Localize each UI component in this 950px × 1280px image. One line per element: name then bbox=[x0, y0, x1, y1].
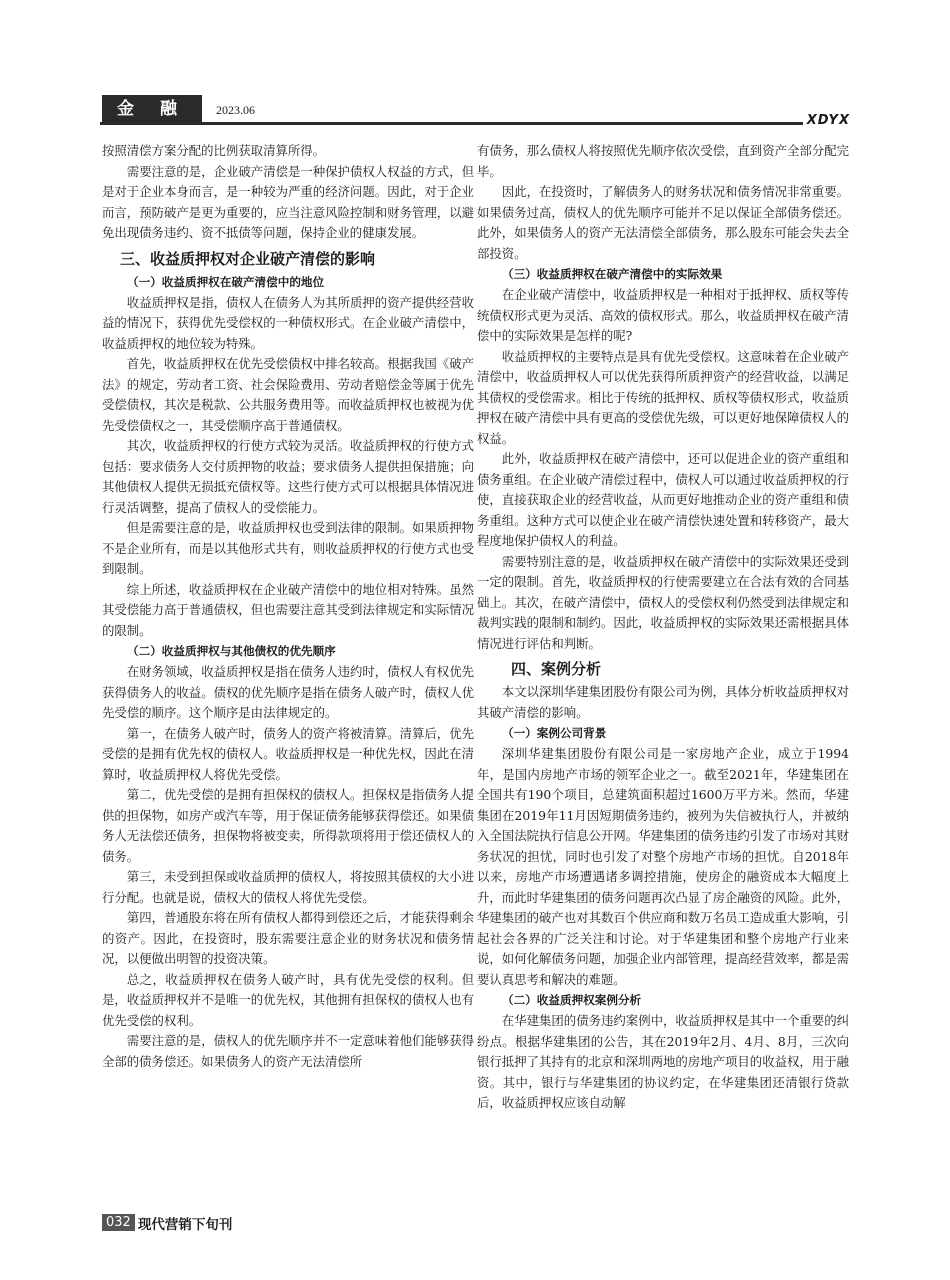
section-heading: 三、收益质押权对企业破产清偿的影响 bbox=[120, 249, 376, 268]
paragraph: 此外，收益质押权在破产清偿中，还可以促进企业的资产重组和债务重组。在企业破产清偿过程中，债权人可以通过收益质押权的行使，直接获取企业的经营收益，从而更好地推动企业的资产重组和债务重组。这种方式可以使企业在破产清偿快速处置和转移资产，最大程度地保护债权人的利益。 bbox=[477, 451, 849, 548]
page-number: 032 bbox=[102, 1214, 135, 1231]
paragraph: 需要特别注意的是，收益质押权在破产清偿中的实际效果还受到一定的限制。首先，收益质押权的行使需要建立在合法有效的合同基础上。其次，在破产清偿中，债权人的受偿权利仍然受到法律规定和裁判实践的限制和制约。因此，收益质押权的实际效果还需根据具体情况进行评估和判断。 bbox=[477, 553, 849, 651]
paragraph: 其次，收益质押权的行使方式较为灵活。收益质押权的行使方式包括：要求债务人交付质押物的收益；要求债务人提供担保措施；向其他债权人提供无损抵充债权等。这些行使方式可以根据具体情况进行灵活调整，提高了债权人的受偿能力。 bbox=[102, 438, 474, 515]
issue-date: 2023.06 bbox=[216, 103, 255, 117]
page-header bbox=[0, 0, 950, 140]
subsection-heading: （二）收益质押权案例分析 bbox=[502, 993, 642, 1007]
paragraph: 首先，收益质押权在优先受偿债权中排名较高。根据我国《破产法》的规定，劳动者工资、社会保险费用、劳动者赔偿金等属于优先受偿债权，其次是税款、公共服务费用等。而收益质押权也被视为优先受偿债权之一，其受偿顺序高于普通债权。 bbox=[102, 356, 474, 433]
journal-name: 现代营销下旬刊 bbox=[137, 1216, 233, 1233]
page-footer bbox=[102, 1212, 232, 1234]
paragraph: 本文以深圳华建集团股份有限公司为例，具体分析收益质押权对其破产清偿的影响。 bbox=[477, 684, 849, 720]
paragraph: 第四，普通股东将在所有债权人都得到偿还之后，才能获得剩余的资产。因此，在投资时，股东需要注意企业的财务状况和债务情况，以便做出明智的投资决策。 bbox=[102, 910, 474, 966]
journal-code: XDYX bbox=[803, 113, 850, 128]
header-rule bbox=[100, 122, 848, 125]
paragraph: 收益质押权的主要特点是具有优先受偿权。这意味着在企业破产清偿中，收益质押权人可以优先获得所质押资产的经营收益，以满足其债权的受偿需求。相比于传统的抵押权、质权等债权形式，收益质押权在破产清偿中具有更高的受偿优先级，可以更好地保障债权人的权益。 bbox=[477, 348, 849, 446]
subsection-heading: （一）收益质押权在破产清偿中的地位 bbox=[127, 274, 325, 289]
paragraph: 但是需要注意的是，收益质押权也受到法律的限制。如果质押物不是企业所有，而是以其他形式共有，则收益质押权的行使方式也受到限制。 bbox=[102, 520, 474, 576]
subsection-heading: （一）案例公司背景 bbox=[502, 726, 607, 740]
paragraph: 因此，在投资时，了解债务人的财务状况和债务情况非常重要。如果债务过高，债权人的优先顺序可能并不足以保证全部债务偿还。此外，如果债务人的资产无法清偿全部债务，那么股东可能会失去全部投资。 bbox=[477, 184, 849, 261]
section-tab: 金 融 bbox=[102, 95, 202, 123]
paragraph: 需要注意的是，企业破产清偿是一种保护债权人权益的方式，但是对于企业本身而言，是一种较为严重的经济问题。因此，对于企业而言，预防破产是更为重要的，应当注意风险控制和财务管理，以避免出现债务违约、资不抵债等问题，保持企业的健康发展。 bbox=[102, 163, 474, 240]
subsection-heading: （三）收益质押权在破产清偿中的实际效果 bbox=[502, 267, 723, 281]
paragraph: 在财务领域，收益质押权是指在债务人违约时，债权人有权优先获得债务人的收益。债权的优先顺序是指在债务人破产时，债权人优先受偿的顺序。这个顺序是由法律规定的。 bbox=[102, 664, 474, 720]
subsection-heading: （二）收益质押权与其他债权的优先顺序 bbox=[127, 644, 336, 658]
left-column bbox=[102, 141, 474, 1072]
paragraph: 深圳华建集团股份有限公司是一家房地产企业，成立于1994年，是国内房地产市场的领军企业之一。截至2021年，华建集团在全国共有190个项目，总建筑面积超过1600万平方米。然而，华建集团在2019年11月因短期债务违约，被列为失信被执行人，并被纳入全国法院执行信息公开网。华建集团的债务违约引发了市场对其财务状况的担忧，同时也引发了对整个房地产市场的担忧。自2018年以来，房地产市场遭遇诸多调控措施，使房企的融资成本大幅度上升，而此时华建集团的债务问题再次凸显了房企融资的风险。此外，华建集团的破产也对其数百个供应商和数万名员工造成重大影响，引起社会各界的广泛关注和讨论。对于华建集团和整个房地产行业来说，如何化解债务问题，加强企业内部管理，提高经营效率，都是需要认真思考和解决的难题。 bbox=[477, 746, 849, 987]
paragraph: 第三，未受到担保或收益质押的债权人，将按照其债权的大小进行分配。也就是说，债权大的债权人将优先受偿。 bbox=[102, 869, 474, 905]
right-column bbox=[477, 141, 849, 1114]
paragraph: 需要注意的是，债权人的优先顺序并不一定意味着他们能够获得全部的债务偿还。如果债务人的资产无法清偿所 bbox=[102, 1033, 474, 1069]
paragraph: 在企业破产清偿中，收益质押权是一种相对于抵押权、质权等传统债权形式更为灵活、高效的债权形式。那么，收益质押权在破产清偿中的实际效果是怎样的呢? bbox=[477, 287, 849, 343]
paragraph: 综上所述，收益质押权在企业破产清偿中的地位相对特殊。虽然其受偿能力高于普通债权，但也需要注意其受到法律规定和实际情况的限制。 bbox=[102, 581, 474, 638]
paragraph: 按照清偿方案分配的比例获取清算所得。 bbox=[102, 143, 326, 158]
paragraph: 有债务，那么债权人将按照优先顺序依次受偿，直到资产全部分配完毕。 bbox=[477, 143, 849, 179]
paragraph: 收益质押权是指，债权人在债务人为其所质押的资产提供经营收益的情况下，获得优先受偿权的一种债权形式。在企业破产清偿中，收益质押权的地位较为特殊。 bbox=[102, 294, 474, 351]
paragraph: 第二，优先受偿的是拥有担保权的债权人。担保权是指债务人提供的担保物，如房产或汽车等，用于保证债务能够获得偿还。如果债务人无法偿还债务，担保物将被变卖，所得款项将用于偿还债权人的债务。 bbox=[102, 787, 474, 864]
section-heading: 四、案例分析 bbox=[511, 660, 602, 678]
paragraph: 总之，收益质押权在债务人破产时，具有优先受偿的权利。但是，收益质押权并不是唯一的优先权，其他拥有担保权的债权人也有优先受偿的权利。 bbox=[102, 971, 474, 1028]
paragraph: 第一，在债务人破产时，债务人的资产将被清算。清算后，优先受偿的是拥有优先权的债权人。收益质押权是一种优先权，因此在清算时，收益质押权人将优先受偿。 bbox=[102, 725, 474, 782]
paragraph: 在华建集团的债务违约案例中，收益质押权是其中一个重要的纠纷点。根据华建集团的公告，其在2019年2月、4月、8月，三次向银行抵押了其持有的北京和深圳两地的房地产项目的收益权，用于融资。其中，银行与华建集团的协议约定，在华建集团还清银行贷款后，收益质押权应该自动解 bbox=[477, 1013, 849, 1110]
